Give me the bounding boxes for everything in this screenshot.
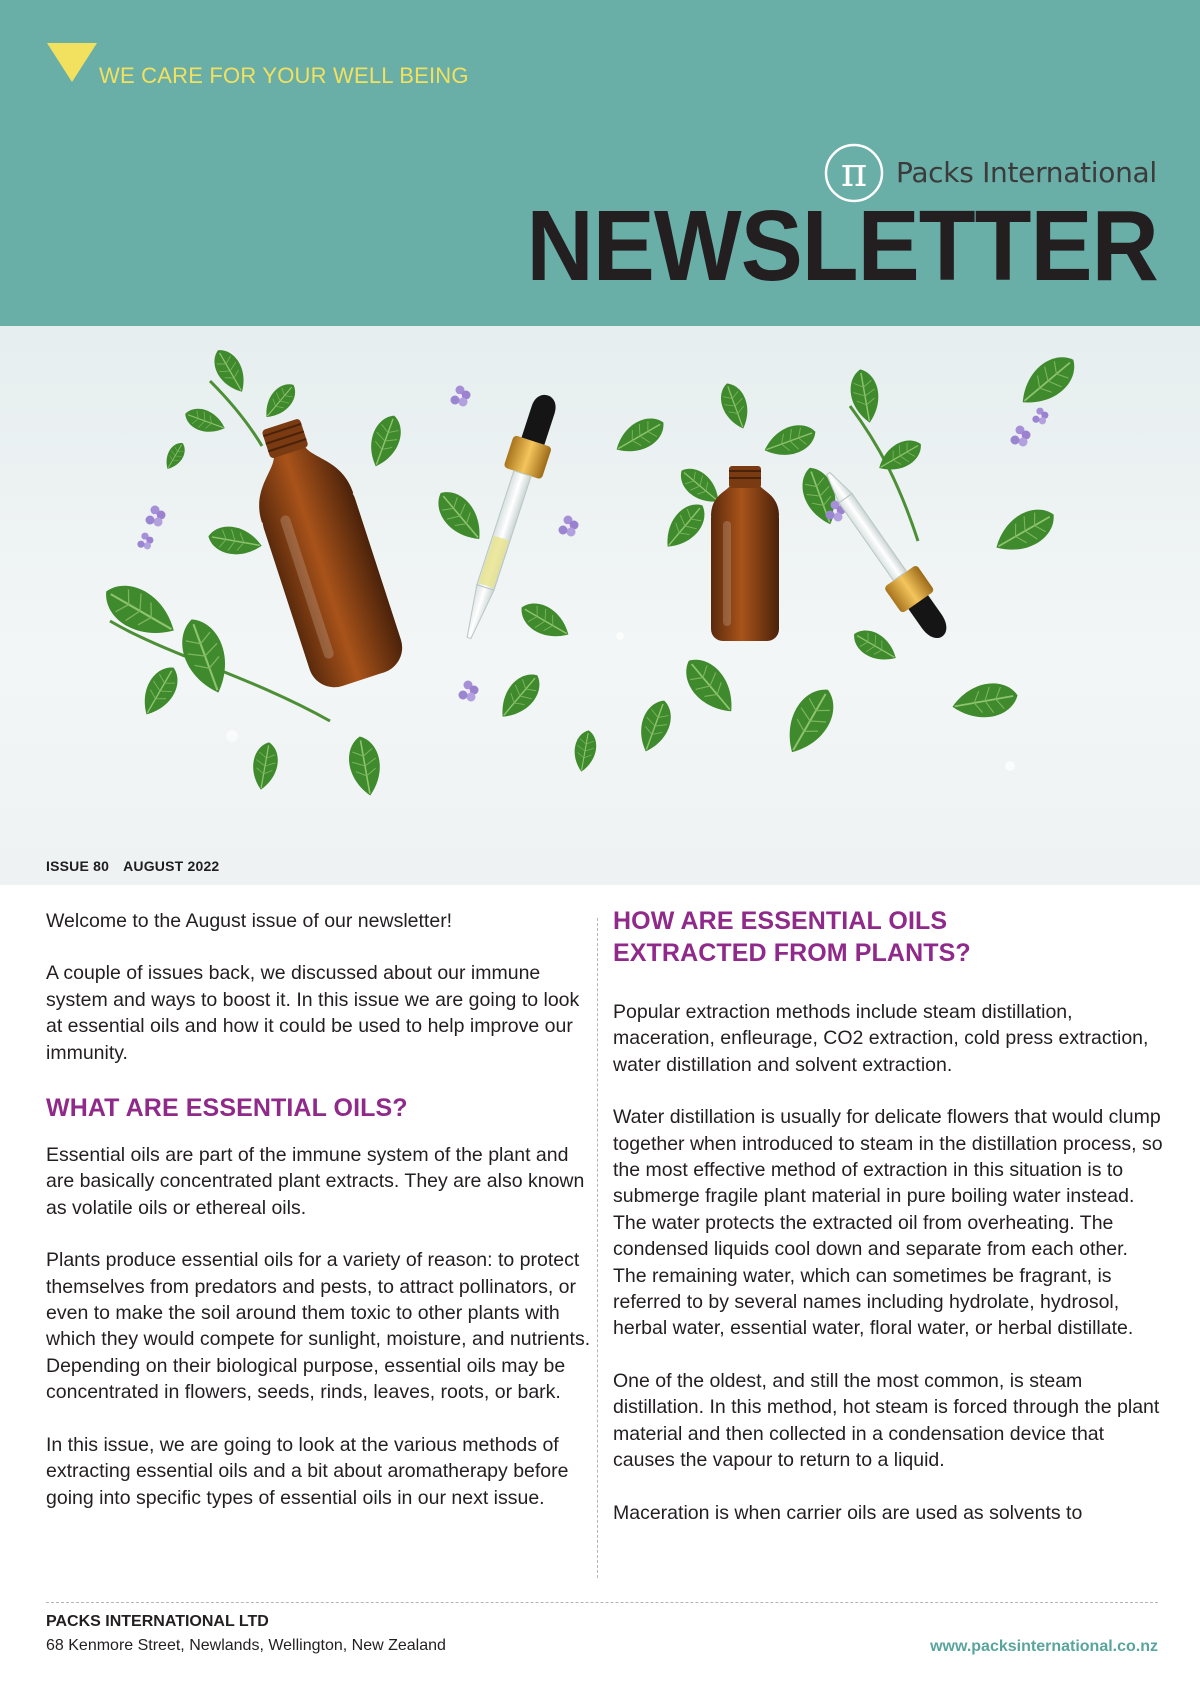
body-paragraph: Essential oils are part of the immune system of the plant and are basically concentrated plant extracts. They are also known as volatile oils or ethereal oils. [46,1144,585,1219]
body-paragraph: One of the oldest, and still the most common, is steam distillation. In this method, hot steam is forced through the plant material and then collected in a condensation device that causes the vapour to return to a liquid. [613,1369,1160,1472]
svg-text:π: π [840,150,868,196]
footer-divider [46,1602,1158,1603]
brand-name: Packs International [896,156,1157,189]
issue-info [46,858,219,874]
section-heading-what-are-oils: WHAT ARE ESSENTIAL OILS? [46,1094,408,1123]
heading-line-2: EXTRACTED FROM PLANTS? [613,939,971,967]
body-paragraph: Water distillation is usually for delicate flowers that would clump together when introduced to steam in the distillation process, so the most effective method of extraction in this situation is to submerge fragile plant material in pure boiling water instead. The water protects the extracted oil from overheating. The condensed liquids cool down and separate from each other. The remaining water, which can sometimes be fragrant, is referred to by several names including hydrolate, hydrosol, herbal water, essential water, floral water, or herbal distillate. [613,1106,1163,1340]
company-name: PACKS INTERNATIONAL LTD [46,1613,269,1630]
issue-number: ISSUE 80 [46,858,110,874]
body-paragraph: Plants produce essential oils for a variety of reason: to protect themselves from predators and pests, to attract pollinators, or even to make the soil around them toxic to other plants with which they would compete for sunlight, moisture, and nutrients. Depending on their biological purpose, essential oils may be concentrated in flowers, seeds, rinds, leaves, roots, or bark. [46,1249,591,1404]
body-paragraph: Popular extraction methods include steam distillation, maceration, enfleurage, CO2 extraction, cold press extraction, water distillation and solvent extraction. [613,1001,1149,1076]
column-divider [597,918,598,1578]
right-column [613,905,1163,1552]
website-link[interactable]: www.packsinternational.co.nz [930,1638,1158,1655]
essential-oils-illustration [0,326,1200,885]
section-heading-extraction [613,905,1163,969]
issue-date: AUGUST 2022 [123,858,220,874]
left-column [46,908,594,1537]
company-address: 68 Kenmore Street, Newlands, Wellington, New Zealand [46,1637,446,1654]
heading-line-1: HOW ARE ESSENTIAL OILS [613,907,948,935]
body-paragraph: Maceration is when carrier oils are used as solvents to [613,1501,1083,1524]
header-banner [0,0,1200,326]
hero-image [0,326,1200,885]
triangle-icon [47,43,97,82]
intro-paragraph-2: A couple of issues back, we discussed about our immune system and ways to boost it. In this issue we are going to look at essential oils and how it could be used to help improve our immunity. [46,962,580,1064]
tagline: WE CARE FOR YOUR WELL BEING [99,63,469,88]
body-paragraph: In this issue, we are going to look at the various methods of extracting essential oils and a bit about aromatherapy before going into specific types of essential oils in our next issue. [46,1433,569,1509]
page-title: NEWSLETTER [526,190,1158,302]
intro-paragraph-1: Welcome to the August issue of our newsletter! [46,910,453,932]
